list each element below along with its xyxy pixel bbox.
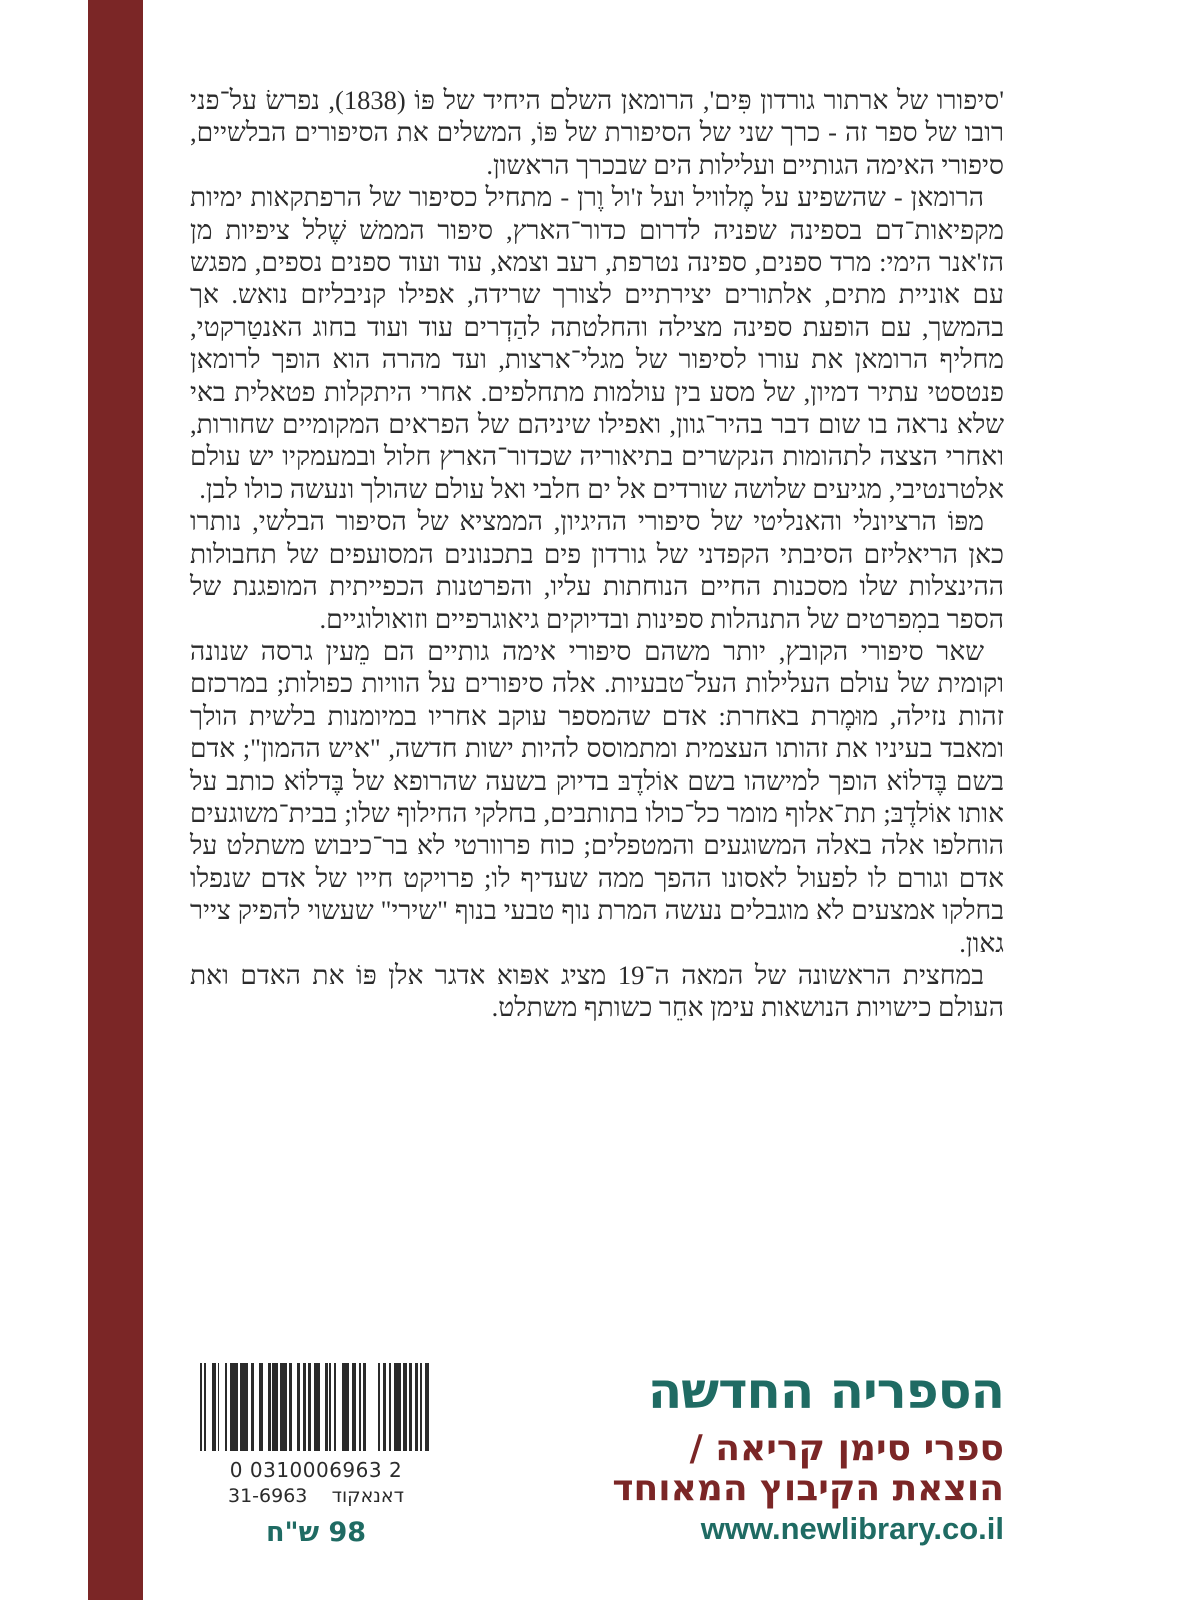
dancode	[200, 1483, 432, 1509]
blurb-paragraph-5: במחצית הראשונה של המאה ה־19 מציג אפּוא אדגר אלן פּוֹ את האדם ואת העולם כישויות הנושאות עימן אחֵר כשותף משתלט.	[190, 959, 1004, 1023]
book-spine-band	[88, 0, 143, 1600]
blurb-paragraph-3: מפּוֹ הרציונלי והאנליטי של סיפורי ההיגיון, הממציא של הסיפור הבלשי, נותרו כאן הריאליזם הסיבתי הקפדני של גורדון פים בתכנונים המסועפים של תחבולות ההינצלות שלו מסכנות החיים הנוחתות עליו, והפרטנות הכפייתית המופגנת של הספר במִפרטים של התנהלות ספינות ובדיוקים גיאוגרפיים וזואולוגיים.	[190, 506, 1004, 634]
blurb-paragraph-1: 'סיפורו של ארתור גורדון פִּים', הרומאן השלם היחיד של פּוֹ (1838), נפרשׂ על־פני רובו של ספר זה - כרך שני של הסיפורת של פּוֹ, המשלים את הסיפורים הבלשיים, סיפורי האימה הגותיים ועלילות הים שבכרך הראשון.	[190, 85, 1004, 180]
blurb-paragraph-4: שאר סיפורי הקובץ, יותר משהם סיפורי אימה גותיים הם מֵעין גרסה שנונה וקומית של עולם העלילות העל־טבעיות. אלה סיפורים על הוויות כפולות; במרכזם זהות נזילה, מוּמֶרת באחרת: אדם שהמספר עוקב אחריו במיומנות בלשית הולך ומאבד בעיניו את זהותו העצמית ומתמוסס להיות ישות חדשה, "איש ההמון"; אדם בשם בֶּדלוֹא הופך למישהו בשם אוֹלדֶבּ בדיוק בשעה שהרופא של בֶּדלוֹא כותב על אותו אוֹלדֶבּ; תת־אלוף מומר כל־כולו בתותבים, בחלקי החילוף שלו; בבית־משוגעים הוחלפו אלה באלה המשוגעים והמטפלים; כוח פרוורטי לא בר־כיבוש משתלט על אדם וגורם לו לפעול לאסונו ההפך ממה שעדיף לו; פרויקט חייו של אדם שנפלו בחלקו אמצעים לא מוגבלים נעשה המרת נוף טבעי בנוף "שירי" שעשוי להפיק צייר גאון.	[190, 635, 1004, 958]
barcode-bar	[240, 1363, 248, 1451]
imprint-line-2: הוצאת הקיבוץ המאוחד	[612, 1468, 1004, 1509]
barcode-bar	[366, 1363, 378, 1451]
back-cover-blurb	[190, 84, 1004, 1024]
dancode-label: דאנאקוד	[331, 1485, 404, 1507]
price-label: 98 ש"ח	[265, 1517, 367, 1548]
barcode-block	[200, 1363, 432, 1551]
barcode-bar	[230, 1363, 238, 1451]
imprint-line-1: ספרי סימן קריאה /	[689, 1428, 1004, 1469]
barcode-bar	[429, 1363, 431, 1451]
blurb-paragraph-2: הרומאן - שהשפיע על מֶלוויל ועל ז'ול וֶרן - מתחיל כסיפור של הרפתקאות ימיות מקפיאות־דם בספינה שפניה לדרום כדור־הארץ, סיפור הממשׁ שֶׁלל ציפיות מן הז'אנר הימי: מרד ספנים, ספינה נטרפת, רעב וצמא, עוד ועוד ספנים נספים, מפגש עם אוניית מתים, אלתורים יצירתיים לצורך שרידה, אפילו קניבליזם נואש. אך בהמשך, עם הופעת ספינה מצילה והחלטתה להַדְרים עוד ועוד בחוג האנטַרקטי, מחליף הרומאן את עורו לסיפור של מגלי־ארצות, ועד מהרה הוא הופך לרומאן פנטסטי עתיר דמיון, של מסע בין עולמות מתחלפים. אחרי היתקלות פטאלית באי שלא נראה בו שום דבר בהיר־גוון, ואפילו שיניהם של הפראים המקומיים שחורות, ואחרי הצצה לתהומות הנקשרים בתיאוריה שכדור־הארץ חלול ובמעמקיו יש עולם אלטרנטיבי, מגיעים שלושה שורדים אל ים חלבי ואל עולם שהולך ונעשה כולו לבן.	[190, 182, 1004, 504]
barcode-bar	[342, 1363, 349, 1451]
barcode-icon	[200, 1363, 432, 1451]
dancode-value: 31-6963	[228, 1485, 308, 1507]
barcode-bar	[280, 1363, 287, 1451]
barcode-number: 0 0310006963 2	[229, 1458, 403, 1482]
publisher-website-link[interactable]: www.newlibrary.co.il	[700, 1511, 1004, 1546]
series-name: הספריה החדשה	[647, 1362, 1004, 1420]
barcode-bar	[394, 1363, 401, 1451]
publisher-branding	[612, 1363, 1004, 1547]
